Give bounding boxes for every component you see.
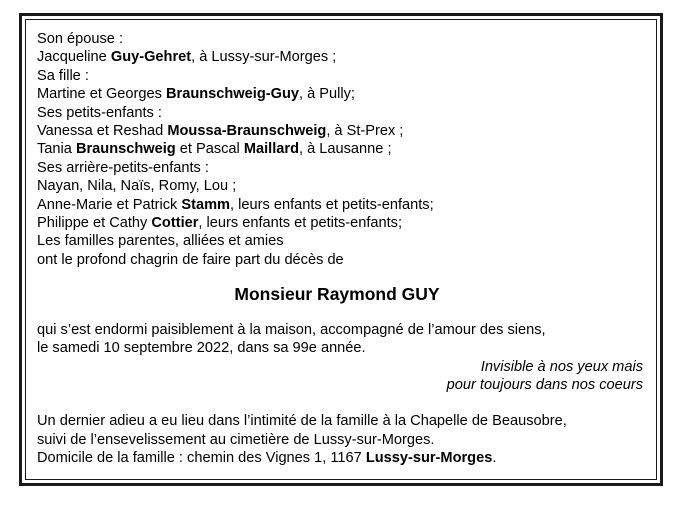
great-grandchildren-heading: Ses arrière-petits-enfants : — [37, 159, 209, 176]
relative2-suffix: , leurs enfants et petits-enfants; — [198, 215, 403, 232]
farewell-line-2: suivi de l’ensevelissement au cimetière de Lussy-sur-Morges. — [37, 431, 435, 448]
grandchild-line-1 — [37, 122, 647, 140]
spouse-heading: Son épouse : — [37, 31, 124, 47]
grandchildren-heading: Ses petits-enfants : — [37, 104, 162, 121]
spouse-surname: Guy-Gehret — [110, 49, 192, 66]
announcement-line: ont le profond chagrin de faire part du décès de — [37, 251, 344, 268]
relative-line-1 — [37, 196, 647, 214]
obituary-notice — [37, 30, 647, 468]
spouse-line — [37, 48, 647, 66]
relative1-surname: Stamm — [181, 196, 231, 213]
grandchild2-first-name: Tania — [37, 141, 76, 158]
domicile-address: Domicile de la famille : chemin des Vignes 1, 1167 — [37, 450, 366, 467]
relative2-surname: Cottier — [151, 215, 199, 232]
grandchild2-partner-name: et Pascal — [175, 141, 244, 158]
grandchild1-first-names: Vanessa et Reshad — [37, 123, 168, 140]
great-grandchildren-names: Nayan, Nila, Naïs, Romy, Lou ; — [37, 178, 237, 195]
domicile-period: . — [492, 450, 497, 467]
spouse-first-name: Jacqueline — [37, 49, 111, 66]
grandchild2-partner-surname: Maillard — [243, 141, 299, 158]
domicile-line — [37, 449, 647, 467]
relative2-first-names: Philippe et Cathy — [37, 215, 152, 232]
daughter-heading: Sa fille : — [37, 67, 89, 84]
daughter-surname: Braunschweig-Guy — [165, 86, 299, 103]
relative1-suffix: , leurs enfants et petits-enfants; — [230, 196, 434, 213]
daughter-line — [37, 85, 647, 103]
deceased-name: Monsieur Raymond GUY — [234, 284, 440, 305]
spacer — [37, 394, 647, 412]
grandchild1-location: , à St-Prex ; — [326, 123, 404, 140]
daughter-location: , à Pully; — [298, 86, 355, 103]
quote-line-1: Invisible à nos yeux mais — [480, 358, 643, 375]
grandchild2-location: , à Lausanne ; — [299, 141, 392, 158]
quote-line-2: pour toujours dans nos coeurs — [446, 376, 643, 393]
passing-line-2: le samedi 10 septembre 2022, dans sa 99e année. — [37, 340, 366, 357]
daughter-first-names: Martine et Georges — [37, 86, 166, 103]
relative-line-2 — [37, 214, 647, 232]
grandchild2-surname: Braunschweig — [75, 141, 176, 158]
families-line: Les familles parentes, alliées et amies — [37, 233, 284, 250]
spouse-location: , à Lussy-sur-Morges ; — [191, 49, 337, 66]
domicile-place: Lussy-sur-Morges — [365, 450, 493, 467]
passing-line-1: qui s’est endormi paisiblement à la maison, accompagné de l’amour des siens, — [37, 321, 546, 338]
grandchild-line-2 — [37, 140, 647, 158]
farewell-line-1: Un dernier adieu a eu lieu dans l’intimité de la famille à la Chapelle de Beausobre, — [37, 413, 567, 430]
grandchild1-surname: Moussa-Braunschweig — [167, 123, 327, 140]
relative1-first-names: Anne-Marie et Patrick — [37, 196, 182, 213]
